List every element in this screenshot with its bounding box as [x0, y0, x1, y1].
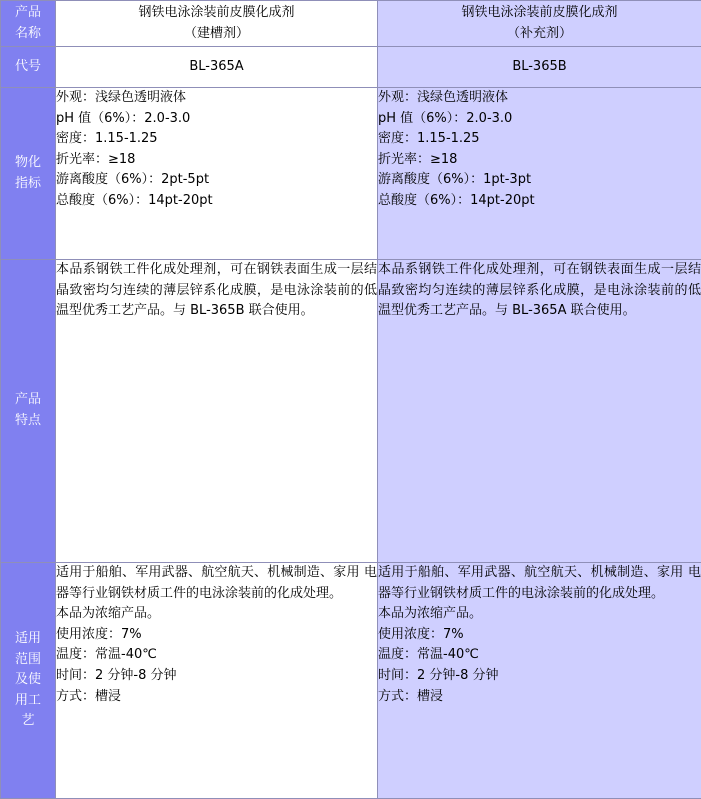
scope-line: 适用于船舶、军用武器、航空航天、机械制造、家用 电器等行业钢铁材质工件的电泳涂装前的化成处理。 [56, 563, 377, 604]
scope-line: 方式：槽浸 [56, 687, 377, 708]
scope-line: 时间：2 分钟-8 分钟 [378, 666, 701, 687]
scope-line: 使用浓度：7% [378, 625, 701, 646]
code-header-line: 代号 [1, 57, 55, 78]
product-a-name-line: （建槽剂） [56, 24, 377, 45]
features-row [1, 260, 701, 563]
scope-line: 适用于船舶、军用武器、航空航天、机械制造、家用 电器等行业钢铁材质工件的电泳涂装前的化成处理。 [378, 563, 701, 604]
product-a-name [56, 1, 378, 47]
scope-header [1, 563, 56, 799]
product-b-name-line: 钢铁电泳涂装前皮膜化成剂 [378, 3, 701, 24]
product-b-scope [378, 563, 701, 799]
name-row [1, 1, 701, 47]
product-b-props [378, 88, 701, 260]
scope-line: 时间：2 分钟-8 分钟 [56, 666, 377, 687]
prop-line: 游离酸度（6%）：2pt-5pt [56, 170, 377, 191]
prop-line: 总酸度（6%）：14pt-20pt [378, 191, 701, 212]
scope-line: 本品为浓缩产品。 [378, 604, 701, 625]
product-b-name-line: （补充剂） [378, 24, 701, 45]
product-b-features [378, 260, 701, 563]
product-a-scope [56, 563, 378, 799]
scope-row [1, 563, 701, 799]
scope-header-line: 及使 [1, 670, 55, 691]
prop-line: 折光率：≥18 [378, 150, 701, 171]
scope-line: 本品为浓缩产品。 [56, 604, 377, 625]
props-header [1, 88, 56, 260]
name-header-line: 名称 [1, 24, 55, 45]
prop-line: 密度：1.15-1.25 [378, 129, 701, 150]
features-text: 本品系钢铁工件化成处理剂，可在钢铁表面生成一层结晶致密均匀连续的薄层锌系化成膜，是电泳涂装前的低温型优秀工艺产品。与 BL-365A 联合使用。 [378, 260, 701, 322]
product-a-name-line: 钢铁电泳涂装前皮膜化成剂 [56, 3, 377, 24]
props-header-line: 物化 [1, 153, 55, 174]
prop-line: 外观：浅绿色透明液体 [378, 88, 701, 109]
scope-header-line: 艺 [1, 711, 55, 732]
name-header-line: 产品 [1, 3, 55, 24]
prop-line: 外观：浅绿色透明液体 [56, 88, 377, 109]
scope-header-line: 适用 [1, 629, 55, 650]
scope-line: 方式：槽浸 [378, 687, 701, 708]
product-a-code: BL-365A [56, 47, 378, 88]
prop-line: pH 值（6%）：2.0-3.0 [378, 109, 701, 130]
prop-line: pH 值（6%）：2.0-3.0 [56, 109, 377, 130]
prop-line: 总酸度（6%）：14pt-20pt [56, 191, 377, 212]
scope-line: 温度：常温-40℃ [56, 645, 377, 666]
prop-line: 密度：1.15-1.25 [56, 129, 377, 150]
prop-line: 折光率：≥18 [56, 150, 377, 171]
scope-line: 温度：常温-40℃ [378, 645, 701, 666]
prop-line: 游离酸度（6%）：1pt-3pt [378, 170, 701, 191]
scope-header-line: 用工 [1, 691, 55, 712]
props-row [1, 88, 701, 260]
scope-line: 使用浓度：7% [56, 625, 377, 646]
features-header [1, 260, 56, 563]
features-text: 本品系钢铁工件化成处理剂，可在钢铁表面生成一层结晶致密均匀连续的薄层锌系化成膜，是电泳涂装前的低温型优秀工艺产品。与 BL-365B 联合使用。 [56, 260, 377, 322]
scope-header-line: 范围 [1, 650, 55, 671]
props-header-line: 指标 [1, 174, 55, 195]
product-b-name [378, 1, 701, 47]
name-header [1, 1, 56, 47]
code-row [1, 47, 701, 88]
code-header [1, 47, 56, 88]
product-a-props [56, 88, 378, 260]
features-header-line: 产品 [1, 390, 55, 411]
features-header-line: 特点 [1, 411, 55, 432]
product-a-features [56, 260, 378, 563]
product-b-code: BL-365B [378, 47, 701, 88]
